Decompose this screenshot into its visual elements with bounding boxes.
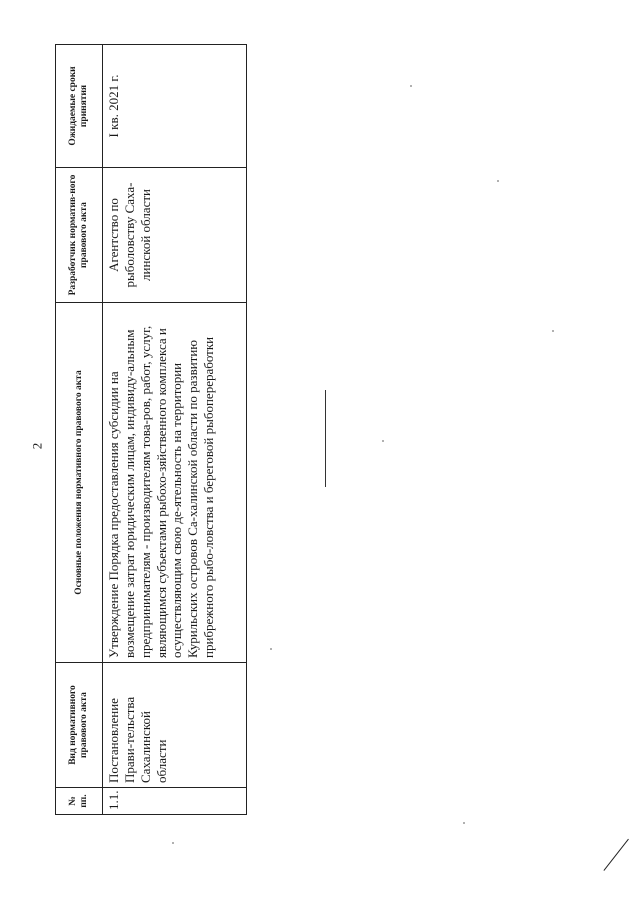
scan-speck [497,180,499,182]
header-act-type: Вид нормативного правового акта [56,663,103,788]
cell-number: 1.1. [103,788,247,815]
cell-developer: Агентство по рыболовству Саха-линской области [103,168,247,303]
cell-act-type: Постановление Прави-тельства Сахалинской области [103,663,247,788]
header-number: № пп. [56,788,103,815]
pen-mark [603,839,629,871]
rotated-table [55,45,247,815]
scan-speck [463,822,465,824]
table-header-row [56,45,103,815]
header-main-provisions: Основные положения нормативного правового акта [56,303,103,663]
header-developer: Разработчик норматив-ного правового акта [56,168,103,303]
end-divider-line [325,390,326,487]
table-container [55,45,247,815]
table-row [103,45,247,815]
scan-speck [172,842,174,844]
scan-speck [382,440,384,442]
header-expected-term: Ожидаемые сроки принятия [56,45,103,168]
scan-speck [410,85,412,87]
cell-main-provisions: Утверждение Порядка предоставления субсидии на возмещение затрат юридическим лицам, индивиду-альным предпринимателям - производителям това-ров, работ, услуг, являющимся субъектами рыбохо-зяйственного комплекса и осуществляющим свою де-ятельность на территории Курильских островов Са-халинской области по развитию прибрежного рыбо-ловства и береговой рыбопереработки [103,303,247,663]
scan-speck [270,648,272,650]
scan-speck [552,330,554,332]
cell-expected-term: I кв. 2021 г. [103,45,247,168]
page-number: 2 [29,442,45,450]
regulatory-acts-table [55,44,247,815]
